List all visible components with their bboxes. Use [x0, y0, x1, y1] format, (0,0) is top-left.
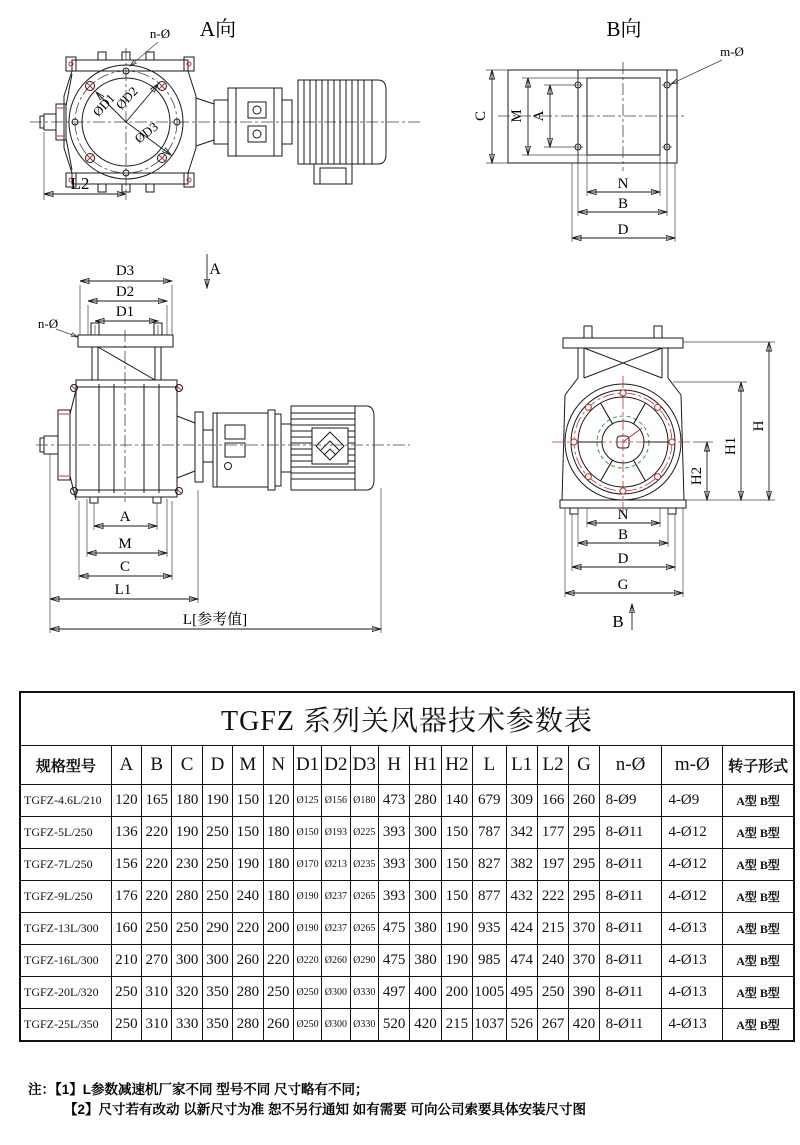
table-cell: 190 — [441, 913, 472, 945]
table-cell: TGFZ-13L/300 — [20, 913, 111, 945]
table-cell: 190 — [172, 817, 202, 849]
table-cell: 8-Ø11 — [599, 849, 662, 881]
table-cell: Ø290 — [350, 945, 378, 977]
view-b-c-label: C — [473, 110, 489, 122]
table-cell: Ø190 — [293, 881, 321, 913]
front-d3-label: D3 — [115, 263, 135, 279]
table-cell: 220 — [142, 881, 172, 913]
table-cell: 156 — [111, 849, 141, 881]
table-cell: Ø225 — [350, 817, 378, 849]
table-cell: Ø220 — [293, 945, 321, 977]
table-cell: A型 B型 — [723, 1009, 794, 1042]
table-cell: 4-Ø12 — [662, 817, 723, 849]
table-cell: 240 — [537, 945, 568, 977]
table-cell: 140 — [441, 785, 472, 817]
table-cell: 4-Ø9 — [662, 785, 723, 817]
table-cell: 190 — [202, 785, 232, 817]
front-d1-label: D1 — [115, 304, 135, 320]
table-cell: 290 — [202, 913, 232, 945]
spec-header-row — [20, 746, 794, 785]
table-cell: Ø237 — [322, 881, 350, 913]
column-header: L1 — [506, 746, 537, 785]
table-cell: 295 — [569, 881, 599, 913]
table-cell: 150 — [233, 817, 263, 849]
table-cell: 250 — [202, 817, 232, 849]
table-cell: TGFZ-5L/250 — [20, 817, 111, 849]
column-header: n-Ø — [599, 746, 662, 785]
column-header: C — [172, 746, 202, 785]
table-cell: 8-Ø11 — [599, 817, 662, 849]
table-cell: Ø156 — [322, 785, 350, 817]
table-cell: 8-Ø11 — [599, 881, 662, 913]
table-cell: Ø260 — [322, 945, 350, 977]
table-cell: 222 — [537, 881, 568, 913]
column-header: m-Ø — [662, 746, 723, 785]
note-1-text: 【1】L参数减速机厂家不同 型号不同 尺寸略有不同； — [55, 1082, 369, 1097]
column-header: 转子形式 — [723, 746, 794, 785]
view-b-b-label: B — [617, 196, 629, 212]
table-cell: 190 — [233, 849, 263, 881]
table-cell: Ø250 — [293, 977, 321, 1009]
table-cell: 350 — [202, 1009, 232, 1042]
table-cell: 250 — [111, 977, 141, 1009]
view-a-drive — [196, 80, 386, 184]
table-cell: 280 — [172, 881, 202, 913]
side-h1-label: H1 — [723, 436, 739, 456]
view-a-bolt-pattern-label: n-Ø — [149, 26, 171, 41]
table-cell: 250 — [111, 1009, 141, 1042]
table-cell: 432 — [506, 881, 537, 913]
table-cell: Ø213 — [322, 849, 350, 881]
view-b-d-label: D — [617, 222, 629, 238]
table-cell: 260 — [569, 785, 599, 817]
note-line-2: 【2】尺寸若有改动 以新尺寸为准 恕不另行通知 如有需要 可向公司索要具体安装尺寸图 — [64, 1102, 587, 1117]
table-cell: 4-Ø12 — [662, 849, 723, 881]
side-g-label: G — [617, 577, 629, 593]
note-prefix: 注： — [28, 1082, 55, 1097]
table-cell: 180 — [263, 849, 293, 881]
table-cell: 180 — [263, 817, 293, 849]
table-cell: 4-Ø13 — [662, 1009, 723, 1042]
table-row — [20, 849, 794, 881]
table-cell: 4-Ø13 — [662, 945, 723, 977]
side-dimensions — [565, 342, 775, 630]
table-cell: 260 — [263, 1009, 293, 1042]
view-b-bolt-pattern-label: m-Ø — [720, 44, 744, 59]
table-cell: 150 — [441, 881, 472, 913]
column-header: A — [111, 746, 141, 785]
table-cell: 180 — [263, 881, 293, 913]
table-cell: A型 B型 — [723, 817, 794, 849]
table-cell: Ø150 — [293, 817, 321, 849]
table-cell: 679 — [473, 785, 506, 817]
table-cell: 165 — [142, 785, 172, 817]
table-row — [20, 785, 794, 817]
table-cell: 150 — [233, 785, 263, 817]
column-header: D1 — [293, 746, 321, 785]
view-b-a-label: A — [531, 110, 547, 122]
table-cell: 150 — [441, 849, 472, 881]
table-cell: 985 — [473, 945, 506, 977]
table-cell: 380 — [410, 913, 441, 945]
table-cell: Ø265 — [350, 881, 378, 913]
table-cell: 300 — [410, 849, 441, 881]
table-cell: 180 — [172, 785, 202, 817]
column-header: D — [202, 746, 232, 785]
side-section-label: B — [612, 612, 624, 631]
table-cell: 8-Ø11 — [599, 1009, 662, 1042]
table-cell: Ø237 — [322, 913, 350, 945]
table-cell: 390 — [569, 977, 599, 1009]
column-header: L2 — [537, 746, 568, 785]
front-m-label: M — [118, 536, 132, 552]
table-cell: 267 — [537, 1009, 568, 1042]
table-cell: 136 — [111, 817, 141, 849]
table-cell: 250 — [202, 849, 232, 881]
table-cell: 382 — [506, 849, 537, 881]
table-cell: 295 — [569, 849, 599, 881]
table-cell: 250 — [202, 881, 232, 913]
table-cell: 150 — [441, 817, 472, 849]
table-cell: 200 — [441, 977, 472, 1009]
table-cell: 240 — [233, 881, 263, 913]
table-cell: Ø180 — [350, 785, 378, 817]
table-cell: 215 — [441, 1009, 472, 1042]
table-cell: Ø125 — [293, 785, 321, 817]
table-cell: 424 — [506, 913, 537, 945]
table-cell: 8-Ø11 — [599, 913, 662, 945]
table-cell: 270 — [142, 945, 172, 977]
view-b-drawing — [446, 4, 796, 258]
table-cell: Ø330 — [350, 977, 378, 1009]
table-cell: 250 — [142, 913, 172, 945]
table-cell: 370 — [569, 913, 599, 945]
view-a-title: A向 — [199, 17, 237, 41]
front-view-drawing — [10, 248, 465, 652]
table-cell: A型 B型 — [723, 785, 794, 817]
table-cell: 220 — [142, 817, 172, 849]
spec-tbody — [20, 785, 794, 1042]
table-cell: 497 — [378, 977, 409, 1009]
front-drive — [36, 406, 410, 490]
side-n-label: N — [617, 507, 629, 523]
note-line-1 — [28, 1080, 586, 1100]
table-cell: 220 — [233, 913, 263, 945]
table-cell: 877 — [473, 881, 506, 913]
table-cell: 250 — [537, 977, 568, 1009]
side-h2-label: H2 — [689, 466, 705, 486]
table-cell: 473 — [378, 785, 409, 817]
front-a-label: A — [119, 509, 131, 525]
table-cell: 300 — [172, 945, 202, 977]
table-cell: 8-Ø9 — [599, 785, 662, 817]
table-row — [20, 817, 794, 849]
view-b-m-label: M — [509, 109, 525, 123]
spec-table — [19, 691, 795, 1042]
table-cell: Ø250 — [293, 1009, 321, 1042]
table-cell: 520 — [378, 1009, 409, 1042]
column-header: H — [378, 746, 409, 785]
view-a-l2-label: L2 — [70, 174, 90, 193]
table-cell: 393 — [378, 881, 409, 913]
table-cell: 260 — [233, 945, 263, 977]
table-cell: 495 — [506, 977, 537, 1009]
table-cell: 280 — [410, 785, 441, 817]
side-b-label: B — [617, 527, 629, 543]
table-cell: 197 — [537, 849, 568, 881]
column-header: N — [263, 746, 293, 785]
table-cell: 310 — [142, 977, 172, 1009]
table-cell: 300 — [410, 817, 441, 849]
side-rotor — [552, 376, 694, 512]
column-header: D3 — [350, 746, 378, 785]
table-cell: 295 — [569, 817, 599, 849]
side-view-drawing — [516, 296, 800, 650]
table-cell: 370 — [569, 945, 599, 977]
table-cell: Ø190 — [293, 913, 321, 945]
table-cell: 210 — [111, 945, 141, 977]
front-bolt-pattern-label: n-Ø — [37, 316, 59, 331]
table-cell: Ø170 — [293, 849, 321, 881]
table-cell: 526 — [506, 1009, 537, 1042]
table-cell: TGFZ-4.6L/210 — [20, 785, 111, 817]
table-cell: Ø193 — [322, 817, 350, 849]
table-cell: A型 B型 — [723, 945, 794, 977]
table-row — [20, 1009, 794, 1042]
table-cell: 320 — [172, 977, 202, 1009]
table-row — [20, 881, 794, 913]
view-a-d2-label: ØD2 — [112, 83, 141, 113]
table-cell: 400 — [410, 977, 441, 1009]
table-cell: 300 — [410, 881, 441, 913]
table-row — [20, 945, 794, 977]
table-row — [20, 913, 794, 945]
table-cell: TGFZ-16L/300 — [20, 945, 111, 977]
table-cell: 420 — [569, 1009, 599, 1042]
table-cell: 1037 — [473, 1009, 506, 1042]
table-cell: 280 — [233, 977, 263, 1009]
table-cell: 190 — [441, 945, 472, 977]
table-cell: 350 — [202, 977, 232, 1009]
column-header: D2 — [322, 746, 350, 785]
table-cell: 120 — [263, 785, 293, 817]
table-cell: 215 — [537, 913, 568, 945]
table-cell: 120 — [111, 785, 141, 817]
table-cell: 4-Ø12 — [662, 881, 723, 913]
table-cell: 8-Ø11 — [599, 945, 662, 977]
view-a-drawing — [10, 4, 440, 248]
front-body — [71, 380, 183, 503]
column-header: L — [473, 746, 506, 785]
table-cell: A型 B型 — [723, 977, 794, 1009]
table-cell: 166 — [537, 785, 568, 817]
table-cell: A型 B型 — [723, 849, 794, 881]
column-header: H1 — [410, 746, 441, 785]
table-cell: 230 — [172, 849, 202, 881]
table-cell: 420 — [410, 1009, 441, 1042]
table-cell: 935 — [473, 913, 506, 945]
front-l1-label: L1 — [114, 582, 132, 598]
table-cell: 393 — [378, 817, 409, 849]
table-cell: Ø300 — [322, 1009, 350, 1042]
table-cell: 309 — [506, 785, 537, 817]
table-cell: 380 — [410, 945, 441, 977]
table-cell: 342 — [506, 817, 537, 849]
table-cell: 475 — [378, 945, 409, 977]
table-cell: TGFZ-7L/250 — [20, 849, 111, 881]
column-header: M — [233, 746, 263, 785]
column-header: 规格型号 — [20, 746, 111, 785]
table-cell: 310 — [142, 1009, 172, 1042]
table-cell: 220 — [142, 849, 172, 881]
table-cell: 280 — [233, 1009, 263, 1042]
table-cell: A型 B型 — [723, 881, 794, 913]
table-cell: TGFZ-25L/350 — [20, 1009, 111, 1042]
table-cell: 787 — [473, 817, 506, 849]
table-cell: 393 — [378, 849, 409, 881]
table-cell: Ø330 — [350, 1009, 378, 1042]
table-cell: 250 — [263, 977, 293, 1009]
view-a-d3-label: ØD3 — [131, 118, 161, 147]
table-cell: Ø265 — [350, 913, 378, 945]
table-cell: 4-Ø13 — [662, 977, 723, 1009]
table-cell: 200 — [263, 913, 293, 945]
table-cell: TGFZ-20L/320 — [20, 977, 111, 1009]
table-cell: 1005 — [473, 977, 506, 1009]
side-d-label: D — [617, 551, 629, 567]
table-cell: 220 — [263, 945, 293, 977]
column-header: G — [569, 746, 599, 785]
table-cell: Ø300 — [322, 977, 350, 1009]
view-b-dimensions — [486, 60, 722, 242]
front-c-label: C — [119, 559, 131, 575]
side-h-label: H — [751, 420, 767, 432]
table-title: TGFZ 系列关风器技术参数表 — [20, 692, 794, 746]
table-cell: TGFZ-9L/250 — [20, 881, 111, 913]
front-d2-label: D2 — [115, 284, 135, 300]
table-cell: 177 — [537, 817, 568, 849]
spec-table-wrap — [19, 691, 795, 1042]
column-header: B — [142, 746, 172, 785]
front-lref-label: L[参考值] — [182, 612, 248, 628]
table-cell: 475 — [378, 913, 409, 945]
front-section-label: A — [209, 261, 221, 278]
table-cell: 8-Ø11 — [599, 977, 662, 1009]
notes — [28, 1080, 586, 1120]
table-cell: 160 — [111, 913, 141, 945]
table-cell: Ø235 — [350, 849, 378, 881]
view-b-n-label: N — [617, 176, 629, 192]
table-cell: 176 — [111, 881, 141, 913]
table-cell: 330 — [172, 1009, 202, 1042]
column-header: H2 — [441, 746, 472, 785]
view-b-title: B向 — [606, 17, 642, 41]
table-cell: 474 — [506, 945, 537, 977]
view-a-d1-label: ØD1 — [89, 90, 118, 120]
table-cell: 250 — [172, 913, 202, 945]
table-cell: A型 B型 — [723, 913, 794, 945]
table-cell: 827 — [473, 849, 506, 881]
table-cell: 300 — [202, 945, 232, 977]
table-row — [20, 977, 794, 1009]
table-cell: 4-Ø13 — [662, 913, 723, 945]
